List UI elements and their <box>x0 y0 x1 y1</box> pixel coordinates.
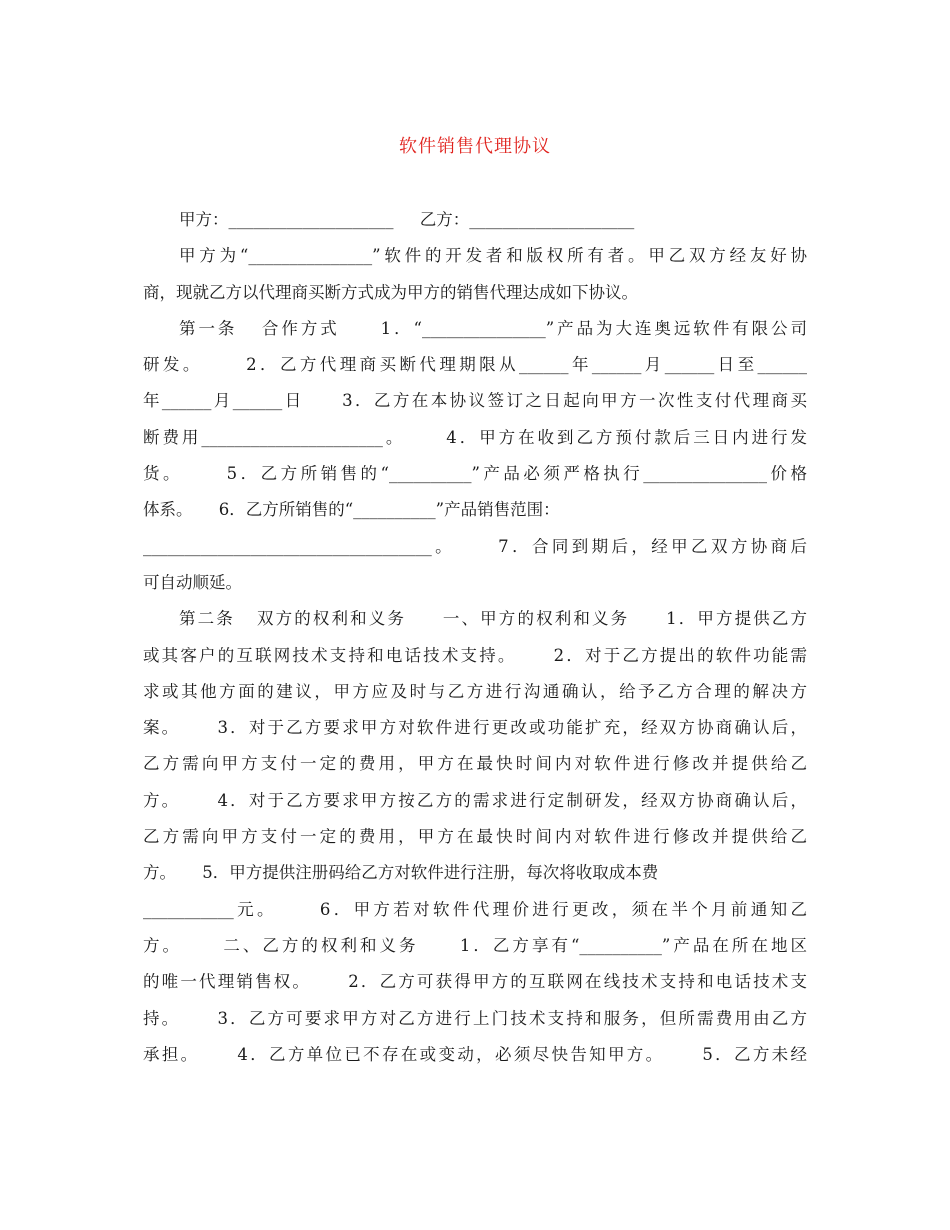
text-line: ___________________________________。 7．合同到期后，经甲乙双方协商后 <box>143 536 807 556</box>
text-line: 甲方：____________________ 乙方：____________________ <box>179 210 635 229</box>
text-line: 商，现就乙方以代理商买断方式成为甲方的销售代理达成如下协议。 <box>143 282 638 302</box>
text-line: 案。 3．对于乙方要求甲方对软件进行更改或功能扩充，经双方协商确认后， <box>143 718 807 738</box>
text-line: 方。 4．对于乙方要求甲方按乙方的需求进行定制研发，经双方协商确认后， <box>143 790 807 810</box>
text-line: 研发。 2．乙方代理商买断代理期限从______年______月______日至______ <box>143 355 807 375</box>
text-line: 乙方需向甲方支付一定的费用，甲方在最快时间内对软件进行修改并提供给乙 <box>143 754 807 774</box>
text-line: 货。 5．乙方所销售的“__________”产品必须严格执行_______________价格 <box>143 464 807 484</box>
text-line: 方。 二、乙方的权利和义务 1．乙方享有“__________”产品在所在地区 <box>143 935 807 955</box>
text-line: 断费用______________________。 4．甲方在收到乙方预付款后三日内进行发 <box>143 427 807 447</box>
text-line: 年______月______日 3．乙方在本协议签订之日起向甲方一次性支付代理商买 <box>143 391 807 411</box>
document-title: 软件销售代理协议 <box>399 136 551 157</box>
text-line: 体系。 6．乙方所销售的“__________”产品销售范围： <box>143 500 560 520</box>
text-line: 可自动顺延。 <box>143 572 242 592</box>
text-line: 求或其他方面的建议，甲方应及时与乙方进行沟通确认，给予乙方合理的解决方 <box>143 681 807 701</box>
text-line: ___________元。 6．甲方若对软件代理价进行更改，须在半个月前通知乙 <box>143 899 807 919</box>
text-line: 甲方为“_______________”软件的开发者和版权所有者。甲乙双方经友好协 <box>179 246 807 266</box>
text-line: 持。 3．乙方可要求甲方对乙方进行上门技术支持和服务，但所需费用由乙方 <box>143 1008 807 1028</box>
text-line: 第二条 双方的权利和义务 一、甲方的权利和义务 1．甲方提供乙方 <box>179 609 807 629</box>
text-line: 乙方需向甲方支付一定的费用，甲方在最快时间内对软件进行修改并提供给乙 <box>143 827 807 847</box>
text-line: 或其客户的互联网技术支持和电话技术支持。 2．对于乙方提出的软件功能需 <box>143 645 807 665</box>
text-line: 承担。 4．乙方单位已不存在或变动，必须尽快告知甲方。 5．乙方未经 <box>143 1044 807 1064</box>
text-line: 方。 5．甲方提供注册码给乙方对软件进行注册，每次将收取成本费 <box>143 863 659 883</box>
text-line: 的唯一代理销售权。 2．乙方可获得甲方的互联网在线技术支持和电话技术支 <box>143 972 807 992</box>
document-body <box>143 202 807 1073</box>
text-line: 第一条 合作方式 1．“_______________”产品为大连奥远软件有限公司 <box>179 318 807 338</box>
